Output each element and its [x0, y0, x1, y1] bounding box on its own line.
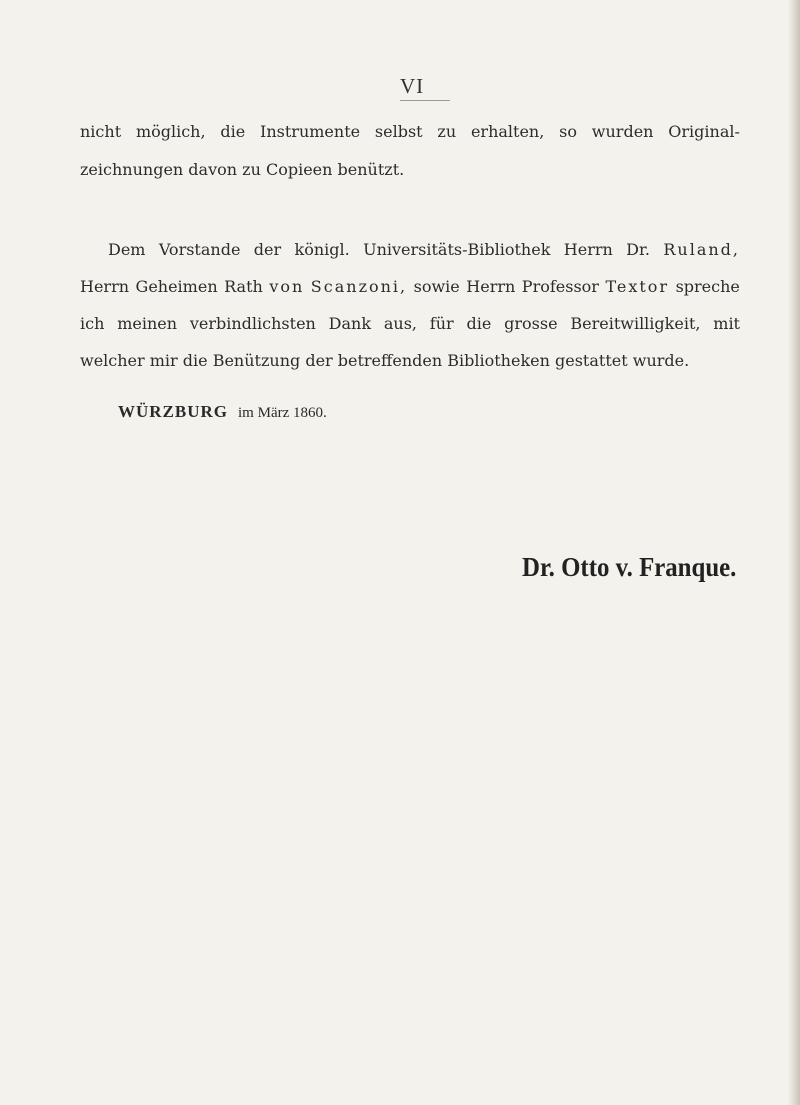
word: nicht [80, 122, 122, 141]
name-textor: Textor [605, 277, 670, 296]
word: der [253, 240, 282, 259]
header-rule [400, 100, 450, 101]
place-name: WÜRZBURG [118, 402, 229, 421]
word: mit [713, 314, 740, 333]
name-ruland: Ruland, [663, 240, 740, 259]
word: Rath [224, 277, 263, 296]
word: Professor [521, 277, 599, 296]
word: selbst [374, 122, 423, 141]
word: Instrumente [260, 122, 361, 141]
word: Vorstande [158, 240, 241, 259]
word: spreche [675, 277, 740, 296]
author-signature: Dr. Otto v. Franque. [522, 552, 737, 582]
word: Geheimen [135, 277, 218, 296]
word: so [559, 122, 577, 141]
word: Universitäts-Bibliothek [363, 240, 551, 259]
word: grosse [504, 314, 558, 333]
word: königl. [294, 240, 350, 259]
paragraph-2-line-4 [80, 342, 740, 379]
paragraph-2-line-2 [80, 268, 740, 305]
word: aus, [383, 314, 417, 333]
word: meinen [117, 314, 178, 333]
word: Dem [108, 240, 146, 259]
word: sowie [413, 277, 460, 296]
word: Herrn [80, 277, 130, 296]
paragraph-1-line-1 [80, 113, 740, 151]
name-scanzoni: Scanzoni, [310, 277, 408, 296]
paragraph-2 [80, 231, 740, 379]
word: Herrn [563, 240, 613, 259]
word: Original- [668, 122, 740, 141]
word: Herrn [466, 277, 516, 296]
word: wurden [591, 122, 654, 141]
word: Dr. [626, 240, 650, 259]
word: die [466, 314, 492, 333]
page-number: VI [400, 74, 425, 98]
line-text: zeichnungen davon zu Copieen benützt. [80, 160, 405, 179]
word: von [269, 277, 305, 296]
paragraph-2-line-1 [80, 231, 740, 268]
line-text: welcher mir die Benützung der betreffenden Bibliotheken gestattet wurde. [80, 351, 690, 370]
paragraph-2-line-3 [80, 305, 740, 342]
word: verbindlichsten [189, 314, 316, 333]
word: ich [80, 314, 105, 333]
page-edge [788, 0, 800, 1105]
word: möglich, [135, 122, 206, 141]
paragraph-1 [80, 113, 740, 189]
word: für [429, 314, 454, 333]
paragraph-1-line-2 [80, 151, 740, 189]
word: die [220, 122, 246, 141]
word: Bereitwilligkeit, [570, 314, 701, 333]
word: Dank [328, 314, 372, 333]
word: erhalten, [470, 122, 545, 141]
word: zu [437, 122, 457, 141]
date-text: im März 1860. [238, 405, 327, 421]
place-date [118, 402, 327, 422]
